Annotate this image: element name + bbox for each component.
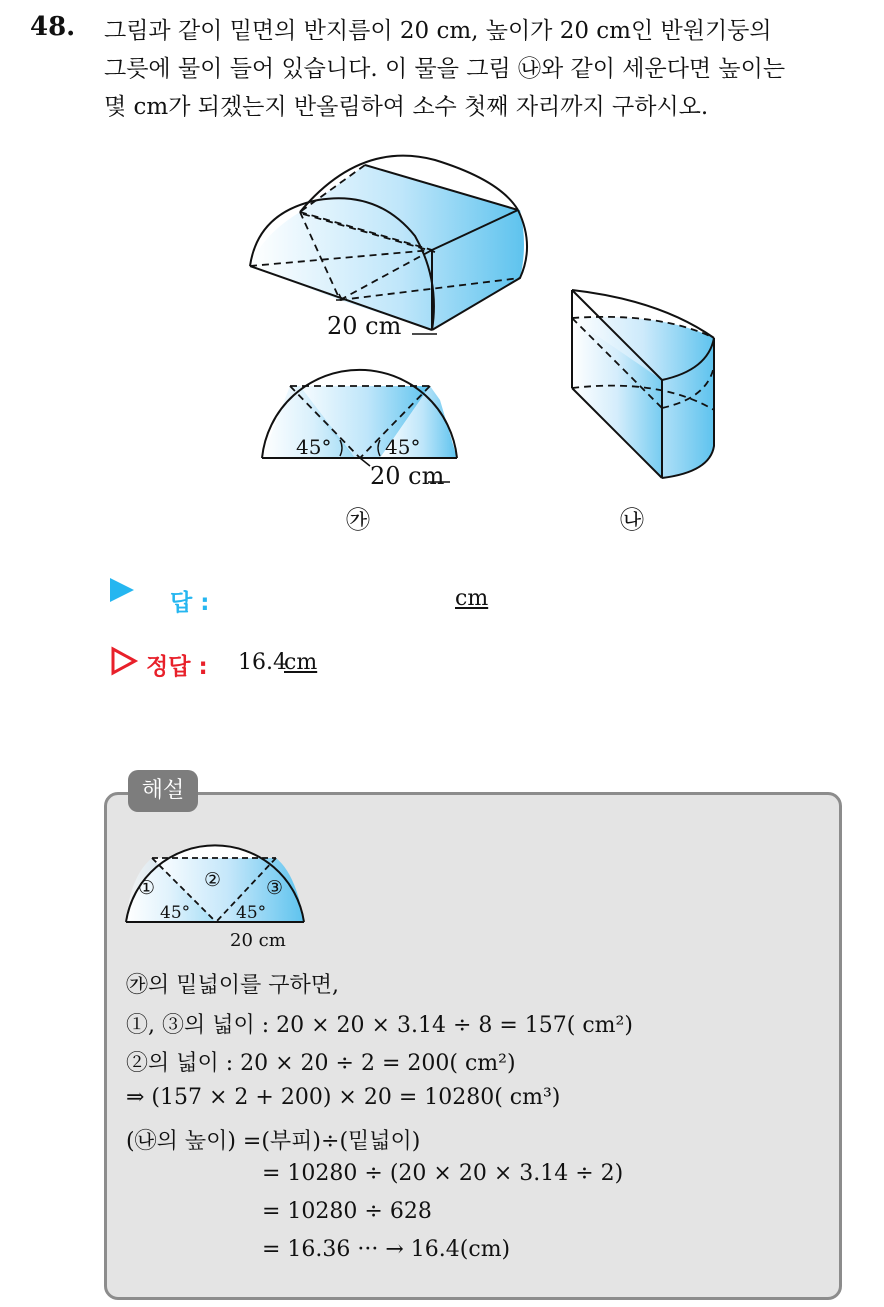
solution-line: ㉮의 밑넓이를 구하면, <box>126 973 339 998</box>
region-3: ③ <box>266 877 284 899</box>
correct-answer-value: 16.4 <box>238 650 287 675</box>
question-number: 48. <box>30 12 76 42</box>
solution-tag: 해설 <box>128 770 198 812</box>
question-line: 그림과 같이 밑면의 반지름이 20 cm, 높이가 20 cm인 반원기둥의 <box>104 18 772 44</box>
play-filled-icon <box>110 578 134 602</box>
solution-line: (㉯의 높이) =(부피)÷(밑넓이) <box>126 1129 421 1154</box>
lying-cylinder <box>250 156 527 340</box>
sol-length: 20 cm <box>230 930 286 951</box>
answer-unit: cm <box>455 586 489 611</box>
label-ga: ㉮ <box>346 506 370 534</box>
solution-line: ②의 넓이 : 20 × 20 ÷ 2 = 200( cm²) <box>126 1051 516 1076</box>
sol-angle-left: 45° <box>160 903 191 923</box>
region-2: ② <box>204 869 222 891</box>
top-length-label: 20 cm <box>327 312 402 340</box>
cross-section-ga <box>262 356 457 534</box>
solution-line: = 10280 ÷ (20 × 20 × 3.14 ÷ 2) <box>262 1161 624 1186</box>
sol-angle-right: 45° <box>236 903 267 923</box>
bottom-length-label: 20 cm <box>370 462 445 490</box>
solution-line: = 16.36 ··· → 16.4(cm) <box>262 1237 511 1262</box>
answer-label: 답 : <box>170 590 210 616</box>
standing-cylinder-na <box>572 290 714 534</box>
correct-answer-unit: cm <box>284 650 318 675</box>
angle-left-label: 45° <box>296 435 332 459</box>
angle-right-label: 45° <box>385 435 421 459</box>
solution-line: ①, ③의 넓이 : 20 × 20 × 3.14 ÷ 8 = 157( cm²) <box>126 1013 633 1038</box>
question-line: 몇 cm가 되겠는지 반올림하여 소수 첫째 자리까지 구하시오. <box>104 94 709 120</box>
solution-line: ⇒ (157 × 2 + 200) × 20 = 10280( cm³) <box>126 1085 561 1110</box>
region-1: ① <box>138 877 156 899</box>
question-line: 그릇에 물이 들어 있습니다. 이 물을 그림 ㉯와 같이 세운다면 높이는 <box>104 56 786 82</box>
label-na: ㉯ <box>620 506 644 534</box>
answer-row <box>110 578 134 602</box>
solution-diagram <box>118 826 318 956</box>
half-cylinder-lying-figure <box>0 0 884 560</box>
solution-line: = 10280 ÷ 628 <box>262 1199 432 1224</box>
correct-answer-label: 정답 : <box>146 654 208 680</box>
play-outline-icon <box>110 646 140 676</box>
